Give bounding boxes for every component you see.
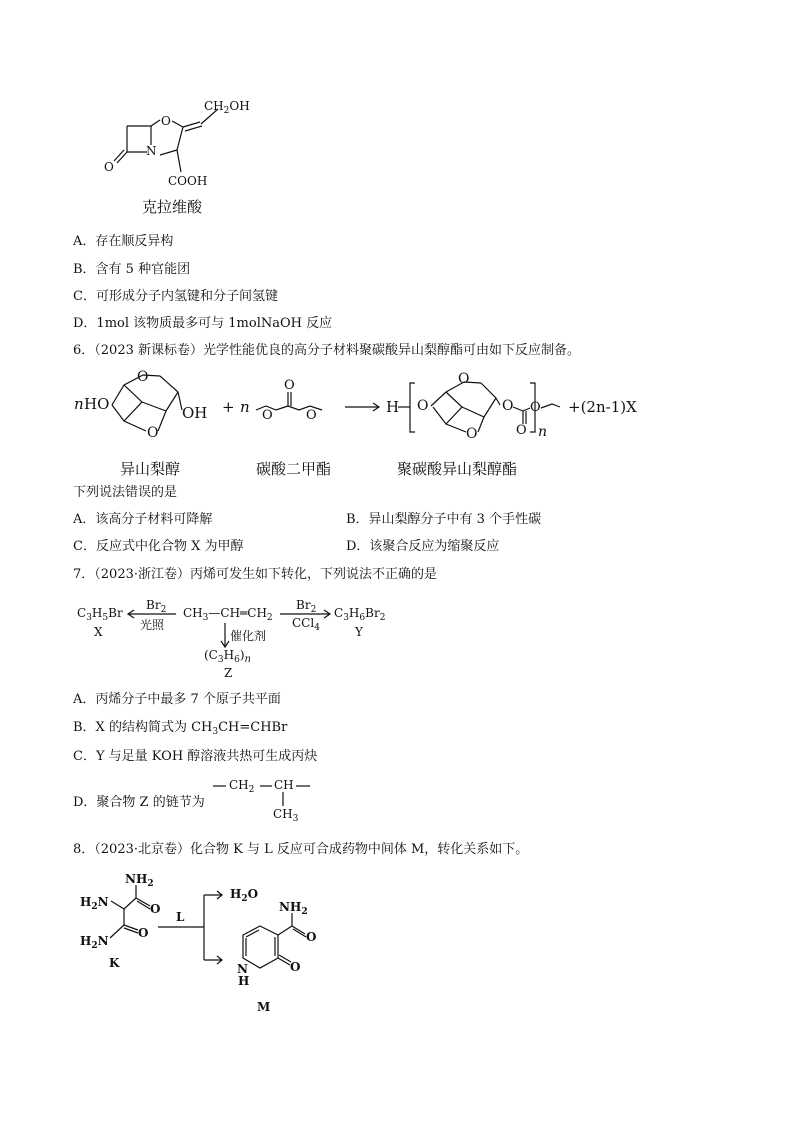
q6-option-b: B．异山梨醇分子中有 3 个手性碳: [346, 512, 542, 527]
q6-question: 下列说法错误的是: [73, 485, 178, 500]
water-label: $H_2O$: [230, 887, 259, 904]
q6-stem: 6．（2023 新课标卷）光学性能优良的高分子材料聚碳酸异山梨醇酯可由如下反应制备。: [73, 343, 580, 358]
product-o-end: O: [530, 400, 541, 415]
reactant1-o-bottom: O: [147, 425, 159, 441]
q7-stem: 7．（2023·浙江卷）丙烯可发生如下转化，下列说法不正确的是: [73, 567, 437, 582]
q5-option-a: A．存在顺反异构: [73, 234, 174, 249]
k-h2n-bottom: $H_2N$: [80, 934, 109, 951]
reactant1-oh: OH: [182, 404, 208, 422]
nitrogen-label: N: [146, 144, 157, 158]
repeat-ch2: $CH_2$: [229, 778, 255, 795]
carbonate-o-left: O: [262, 408, 273, 423]
product-o-left: O: [417, 398, 429, 414]
y-formula: $C_3H_6Br_2$: [334, 606, 386, 623]
product-o-ester: O: [502, 398, 514, 414]
ccl4-condition: CCl$_4$: [292, 616, 320, 633]
k-label: K: [109, 956, 120, 970]
repeat-ch: CH: [274, 778, 294, 792]
m-o2: O: [290, 960, 301, 974]
reactant1-ho: HO: [84, 395, 110, 413]
m-h: H: [238, 974, 250, 988]
q6-option-d: D．该聚合反应为缩聚反应: [346, 539, 500, 554]
q5-option-d: D．1mol 该物质最多可与 1molNaOH 反应: [73, 316, 333, 331]
light-condition: 光照: [140, 618, 165, 632]
l-label: L: [176, 910, 185, 924]
k-o1: O: [150, 902, 161, 916]
z-formula: $(C_3H_6)_n$: [204, 648, 251, 665]
z-label: Z: [224, 666, 233, 680]
reactant1-o-top: O: [137, 369, 149, 385]
q5-option-b: B．含有 5 种官能团: [73, 262, 191, 277]
carbonate-o-right: O: [306, 408, 317, 423]
plus-sign: +: [222, 398, 235, 416]
q5-option-c: C．可形成分子内氢键和分子间氢键: [73, 289, 278, 304]
m-nh: N: [237, 962, 248, 976]
byproduct: +(2n-1)X: [568, 398, 637, 416]
m-o1: O: [306, 930, 317, 944]
carbonate-o-top: O: [284, 378, 295, 393]
x-label: X: [94, 625, 103, 639]
br2-left: $Br_2$: [146, 598, 167, 615]
name-polymer: 聚碳酸异山梨醇酯: [397, 460, 518, 478]
q7-option-a: A．丙烯分子中最多 7 个原子共平面: [73, 692, 281, 707]
q6-option-a: A．该高分子材料可降解: [73, 512, 213, 527]
k-nh2-top: $NH_2$: [125, 872, 154, 889]
q7-option-d: D．聚合物 Z 的链节为: [73, 795, 205, 810]
name-isosorbide: 异山梨醇: [120, 460, 181, 478]
product-h: H: [386, 398, 400, 416]
propene-formula: $CH_3—CH═CH_2$: [183, 606, 273, 623]
molecule-name: 克拉维酸: [142, 198, 203, 216]
product-o-top: O: [458, 371, 470, 387]
k-h2n-left: $H_2N$: [80, 895, 109, 912]
reactant2-coefficient: n: [240, 398, 250, 416]
product-o-carbonyl: O: [516, 423, 527, 438]
cooh-label: COOH: [168, 174, 208, 188]
polymer-n: n: [538, 424, 548, 440]
q7-option-c: C．Y 与足量 KOH 醇溶液共热可生成丙炔: [73, 749, 318, 764]
m-nh2: $NH_2$: [279, 900, 308, 917]
catalyst-condition: 催化剂: [230, 629, 267, 643]
q8-stem: 8．（2023·北京卷）化合物 K 与 L 反应可合成药物中间体 M，转化关系如下。: [73, 842, 529, 857]
x-formula: $C_3H_5Br$: [77, 606, 123, 623]
name-dimethyl-carbonate: 碳酸二甲酯: [256, 460, 332, 478]
product-o-bottom: O: [466, 426, 478, 442]
keto-oxygen-label: O: [104, 160, 114, 174]
y-label: Y: [355, 625, 363, 639]
m-label: M: [257, 1000, 271, 1014]
repeat-ch3: $CH_3$: [273, 807, 299, 824]
ring-oxygen-label: O: [161, 114, 171, 128]
k-o2: O: [138, 926, 149, 940]
reactant1-coefficient: n: [74, 395, 84, 413]
q6-option-c: C．反应式中化合物 X 为甲醇: [73, 539, 244, 554]
br2-right: $Br_2$: [296, 598, 317, 615]
q7-option-b: B．X 的结构简式为 $CH_3CH=CHBr$: [73, 720, 288, 737]
ch2oh-label: $CH_2OH$: [204, 99, 250, 116]
